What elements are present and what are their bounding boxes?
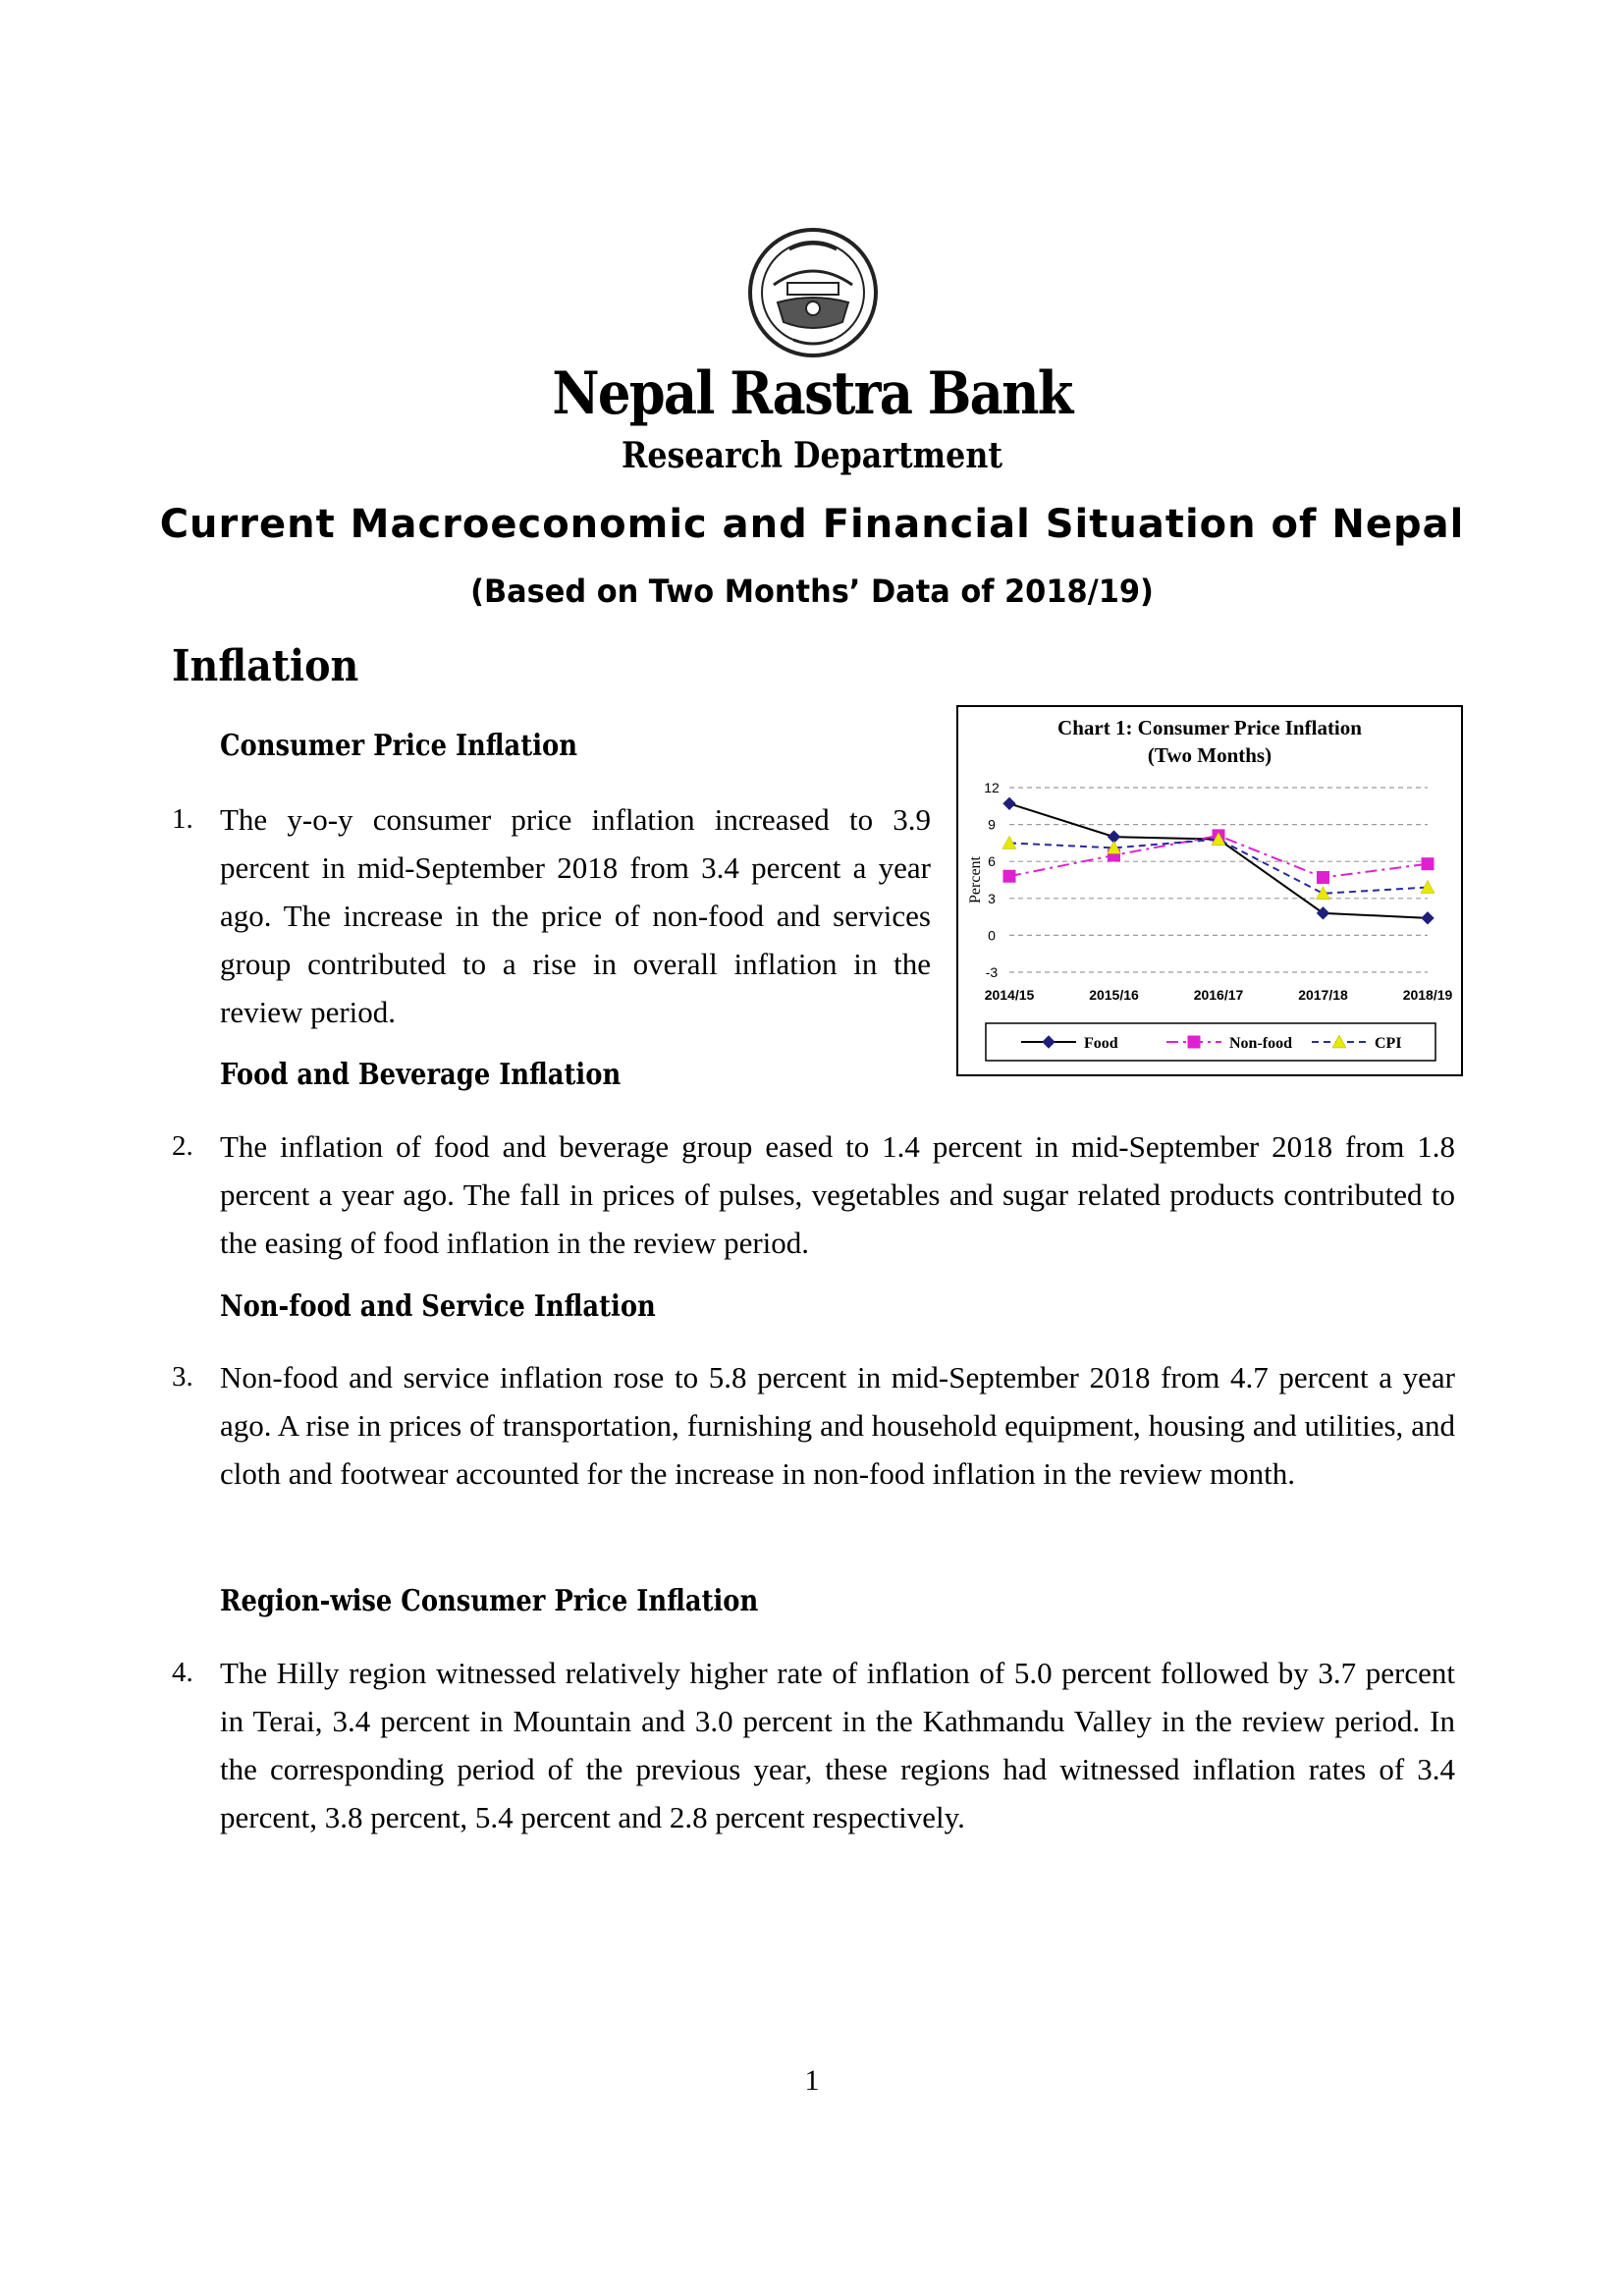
data-point-food — [1318, 907, 1329, 919]
x-tick-label: 2017/18 — [1298, 987, 1348, 1003]
legend-marker-non-food — [1188, 1036, 1200, 1048]
section-title: Inflation — [172, 641, 359, 691]
x-tick-label: 2016/17 — [1193, 987, 1244, 1003]
paragraph-number: 4. — [172, 1657, 193, 1688]
page-number: 1 — [804, 2064, 820, 2097]
department-name: Research Department — [621, 435, 1003, 476]
subheading-consumer-price-inflation: Consumer Price Inflation — [220, 729, 577, 763]
series-line-cpi — [1009, 840, 1428, 894]
data-point-non-food — [1422, 858, 1434, 870]
report-title: Current Macroeconomic and Financial Situation of Nepal — [159, 502, 1465, 547]
x-tick-label: 2015/16 — [1089, 987, 1139, 1003]
legend-label-non-food: Non-food — [1229, 1035, 1293, 1052]
chart-subtitle: (Two Months) — [1147, 743, 1272, 767]
x-tick-label: 2014/15 — [984, 987, 1035, 1003]
data-point-food — [1422, 912, 1434, 924]
chart-title: Chart 1: Consumer Price Inflation — [1057, 716, 1362, 739]
paragraph-number: 2. — [172, 1130, 193, 1162]
subheading-food-beverage-inflation: Food and Beverage Inflation — [220, 1058, 622, 1092]
paragraph-number: 1. — [172, 803, 193, 835]
paragraph-consumer-price-inflation: The y-o-y consumer price inflation increased to 3.9 percent in mid-September 2018 from 3.4 percent a year ago. The increase in the price of non-food and services group contributed to a rise in overall inflation in the review period. — [220, 802, 931, 1029]
y-tick-label: 9 — [988, 816, 996, 833]
paragraph-number: 3. — [172, 1361, 193, 1393]
data-point-non-food — [1003, 870, 1015, 882]
paragraph-region-wise-inflation: The Hilly region witnessed relatively higher rate of inflation of 5.0 percent followed by 3.7 percent in Terai, 3.4 percent in Mountain and 3.0 percent in the Kathmandu Valley in the review period. In the corresponding period of the previous year, these regions had witnessed inflation rates of 3.4 percent, 3.8 percent, 5.4 percent and 2.8 percent respectively. — [220, 1656, 1455, 1834]
org-name: Nepal Rastra Bank — [552, 359, 1072, 428]
series-line-food — [1009, 803, 1428, 918]
data-point-food — [1003, 797, 1015, 809]
y-tick-label: 3 — [988, 890, 996, 906]
legend-label-cpi: CPI — [1375, 1035, 1402, 1052]
subheading-region-wise-inflation: Region-wise Consumer Price Inflation — [220, 1584, 759, 1618]
data-point-non-food — [1318, 871, 1329, 883]
chart-canvas — [958, 707, 1461, 1074]
legend-label-food: Food — [1084, 1035, 1118, 1052]
subheading-nonfood-service-inflation: Non-food and Service Inflation — [220, 1289, 656, 1324]
y-tick-label: 0 — [988, 927, 996, 944]
y-tick-label: 6 — [988, 853, 996, 870]
paragraph-nonfood-service-inflation: Non-food and service inflation rose to 5.8 percent in mid-September 2018 from 4.7 percent a year ago. A rise in prices of transportation, furnishing and household equipment, housing and utilities, and cloth and footwear accounted for the increase in non-food inflation in the review month. — [220, 1360, 1455, 1491]
y-tick-label: 12 — [984, 780, 1000, 795]
y-tick-label: -3 — [985, 964, 999, 980]
x-tick-label: 2018/19 — [1402, 987, 1453, 1003]
report-subtitle: (Based on Two Months’ Data of 2018/19) — [470, 573, 1154, 610]
paragraph-food-beverage-inflation: The inflation of food and beverage group eased to 1.4 percent in mid-September 2018 from 1.8 percent a year ago. The fall in prices of pulses, vegetables and sugar related products contributed to the easing of food inflation in the review period. — [220, 1129, 1455, 1260]
y-axis-label: Percent — [967, 856, 984, 903]
nrb-emblem-logo — [744, 224, 882, 361]
consumer-price-inflation-chart — [956, 705, 1463, 1076]
